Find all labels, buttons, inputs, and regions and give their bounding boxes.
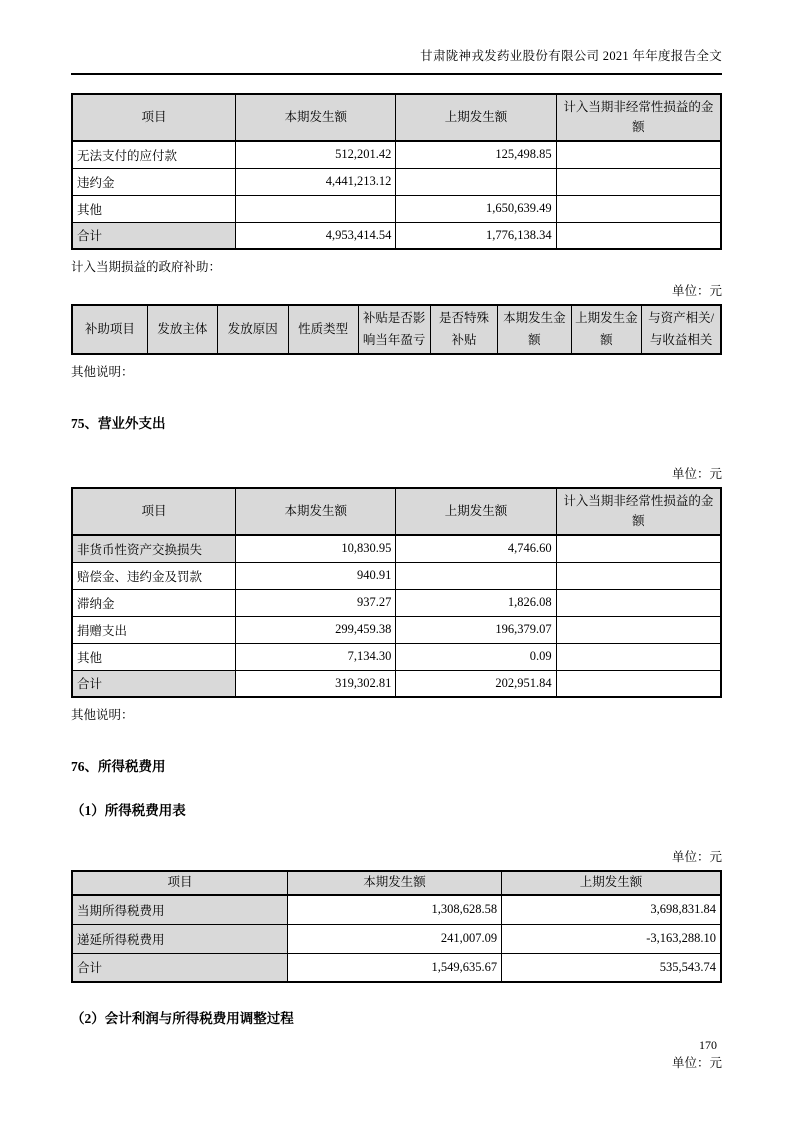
row-prior: 202,951.84: [396, 670, 556, 697]
row-current: 10,830.95: [236, 535, 396, 562]
row-current: 319,302.81: [236, 670, 396, 697]
section-76-sub1-title: （1）所得税费用表: [71, 803, 186, 818]
row-non-recurring: [556, 562, 721, 589]
other-note: 其他说明：: [71, 708, 134, 722]
row-prior: 1,826.08: [396, 589, 556, 616]
col-header-subsidy-item: 补助项目: [72, 305, 147, 354]
payables-table: [71, 93, 722, 250]
row-current: 1,549,635.67: [287, 953, 501, 982]
row-non-recurring: [556, 195, 721, 222]
report-header-title: 甘肃陇神戎发药业股份有限公司 2021 年年度报告全文: [71, 0, 722, 75]
col-header-current: 本期发生额: [236, 488, 396, 535]
row-label: 滞纳金: [72, 589, 236, 616]
row-label: 赔偿金、违约金及罚款: [72, 562, 236, 589]
spacer: [71, 75, 722, 93]
col-header-item: 项目: [72, 871, 287, 895]
gov-subsidy-table: [71, 304, 722, 355]
other-note: 其他说明：: [71, 365, 134, 379]
row-current: 512,201.42: [236, 141, 396, 168]
row-label: 当期所得税费用: [72, 895, 287, 924]
row-label: 违约金: [72, 168, 236, 195]
table-header-row: [72, 871, 721, 895]
table-row: [72, 643, 721, 670]
row-current: 7,134.30: [236, 643, 396, 670]
section-75-title: 75、营业外支出: [71, 416, 166, 431]
unit-label: 单位：元: [671, 467, 722, 481]
row-non-recurring: [556, 616, 721, 643]
unit-label: 单位：元: [671, 284, 722, 298]
spacer: [71, 1027, 722, 1047]
row-non-recurring: [556, 589, 721, 616]
table-row: [72, 895, 721, 924]
row-non-recurring: [556, 535, 721, 562]
col-header-grantor: 发放主体: [147, 305, 217, 354]
row-label: 无法支付的应付款: [72, 141, 236, 168]
row-non-recurring: [556, 141, 721, 168]
row-label: 合计: [72, 953, 287, 982]
table-row: [72, 924, 721, 953]
row-current: 4,953,414.54: [236, 222, 396, 249]
row-current: 1,308,628.58: [287, 895, 501, 924]
table-row: [72, 141, 721, 168]
gov-subsidy-intro: 计入当期损益的政府补助：: [71, 260, 222, 274]
row-current: 4,441,213.12: [236, 168, 396, 195]
col-header-reason: 发放原因: [217, 305, 288, 354]
row-non-recurring: [556, 643, 721, 670]
row-label: 递延所得税费用: [72, 924, 287, 953]
col-header-prior-amount: 上期发生金额: [571, 305, 642, 354]
table-row: [72, 616, 721, 643]
income-tax-table: [71, 870, 722, 983]
col-header-affects-pl: 补贴是否影响当年盈亏: [358, 305, 430, 354]
col-header-item: 项目: [72, 488, 236, 535]
spacer: [71, 432, 722, 458]
table-row: [72, 535, 721, 562]
col-header-non-recurring: 计入当期非经常性损益的金额: [556, 94, 721, 141]
col-header-current: 本期发生额: [287, 871, 501, 895]
section-76-sub2-title: （2）会计利润与所得税费用调整过程: [71, 1011, 294, 1026]
col-header-prior: 上期发生额: [502, 871, 721, 895]
row-prior: 1,776,138.34: [396, 222, 556, 249]
row-label: 合计: [72, 670, 236, 697]
table-row: [72, 195, 721, 222]
table-total-row: [72, 953, 721, 982]
row-prior: 4,746.60: [396, 535, 556, 562]
col-header-nature: 性质类型: [288, 305, 358, 354]
row-current: 299,459.38: [236, 616, 396, 643]
col-header-non-recurring: 计入当期非经常性损益的金额: [556, 488, 721, 535]
spacer: [71, 819, 722, 841]
row-prior: 196,379.07: [396, 616, 556, 643]
row-prior: [396, 562, 556, 589]
row-non-recurring: [556, 168, 721, 195]
table-header-row: [72, 488, 721, 535]
row-prior: 125,498.85: [396, 141, 556, 168]
table-row: [72, 562, 721, 589]
unit-label: 单位：元: [671, 1056, 722, 1070]
unit-label: 单位：元: [671, 850, 722, 864]
col-header-current-amount: 本期发生金额: [498, 305, 571, 354]
row-prior: [396, 168, 556, 195]
row-current: [236, 195, 396, 222]
row-prior: 535,543.74: [502, 953, 721, 982]
col-header-item: 项目: [72, 94, 236, 141]
col-header-current: 本期发生额: [236, 94, 396, 141]
table-total-row: [72, 670, 721, 697]
col-header-prior: 上期发生额: [396, 94, 556, 141]
row-label: 捐赠支出: [72, 616, 236, 643]
row-prior: 0.09: [396, 643, 556, 670]
col-header-prior: 上期发生额: [396, 488, 556, 535]
table-header-row: [72, 94, 721, 141]
table-total-row: [72, 222, 721, 249]
row-current: 940.91: [236, 562, 396, 589]
section-76-title: 76、所得税费用: [71, 759, 166, 774]
row-label: 合计: [72, 222, 236, 249]
table-header-row: [72, 305, 721, 354]
col-header-special: 是否特殊补贴: [430, 305, 497, 354]
table-row: [72, 168, 721, 195]
col-header-asset-income-related: 与资产相关/与收益相关: [642, 305, 721, 354]
page-number: 170: [699, 1038, 717, 1052]
row-label: 其他: [72, 643, 236, 670]
row-non-recurring: [556, 222, 721, 249]
row-label: 其他: [72, 195, 236, 222]
row-non-recurring: [556, 670, 721, 697]
row-current: 937.27: [236, 589, 396, 616]
row-prior: 3,698,831.84: [502, 895, 721, 924]
non-operating-expenses-table: [71, 487, 722, 698]
row-label: 非货币性资产交换损失: [72, 535, 236, 562]
table-row: [72, 589, 721, 616]
row-prior: 1,650,639.49: [396, 195, 556, 222]
row-prior: -3,163,288.10: [502, 924, 721, 953]
row-current: 241,007.09: [287, 924, 501, 953]
